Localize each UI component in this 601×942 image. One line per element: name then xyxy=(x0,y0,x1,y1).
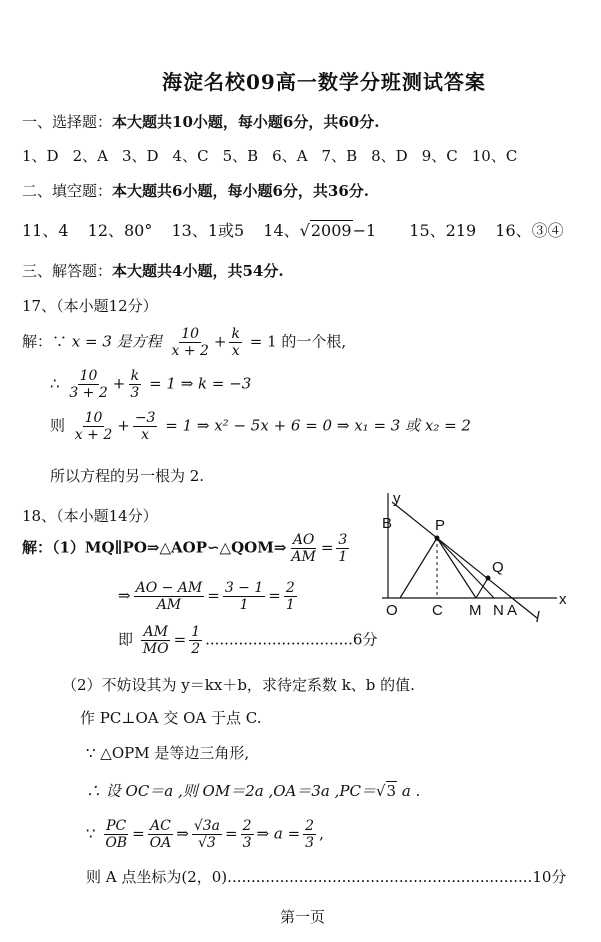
q17-l3-tail: = 1 ⇒ x² − 5x + 6 = 0 ⇒ x₁ = 3 或 x₂ = 2 xyxy=(165,416,471,435)
answer-4: 4、C xyxy=(172,147,209,165)
q18-p9: 则 A 点坐标为(2，0). xyxy=(86,868,232,886)
arrow: ⇒ xyxy=(176,824,189,843)
label-a: A xyxy=(507,602,518,619)
q17-l3-prefix: 则 xyxy=(50,416,66,435)
frac-num: 1 xyxy=(191,624,201,640)
answer-6: 6、A xyxy=(272,147,308,165)
leader-dots: ............................................................... xyxy=(231,868,533,886)
sqrt-value: 2009 xyxy=(310,221,352,240)
frac-den: 1 xyxy=(285,597,295,614)
answer-3: 3、D xyxy=(121,147,159,165)
label-p: P xyxy=(435,517,446,534)
frac-den: 1 xyxy=(338,549,348,566)
fraction xyxy=(241,818,254,851)
equals: = xyxy=(132,824,145,843)
frac-den: x xyxy=(141,427,150,444)
frac-den: 2 xyxy=(191,641,201,658)
arrow-a: ⇒ a = xyxy=(256,824,301,843)
section1-heading: 一、选择题： xyxy=(22,113,113,131)
frac-num: 10 xyxy=(84,410,103,426)
frac-den: 3 + 2 xyxy=(69,385,108,402)
q17-l1-prefix: 解：∵ xyxy=(22,332,68,351)
answer-5: 5、B xyxy=(222,147,259,165)
plus: + xyxy=(112,374,126,393)
q18-part2-line5 xyxy=(86,818,324,851)
section3-desc: 本大题共4小题，共54分. xyxy=(112,262,284,280)
q17-line4: 所以方程的另一根为 2. xyxy=(50,467,205,485)
q17-line2 xyxy=(50,368,251,401)
sqrt-tail: −1 xyxy=(352,221,377,240)
label-m: M xyxy=(469,602,482,619)
segment-pm xyxy=(437,538,476,598)
section3-heading-line xyxy=(22,260,284,281)
answer-15: 15、219 xyxy=(409,221,477,240)
frac-den: 3 xyxy=(242,835,252,852)
frac-num: k xyxy=(231,326,240,342)
frac-num: 3 − 1 xyxy=(224,580,264,596)
score-6: 6分 xyxy=(352,630,378,649)
section3-heading: 三、解答题： xyxy=(22,262,113,280)
q17-l1-tail: = 1 的一个根, xyxy=(249,332,347,351)
answer-7: 7、B xyxy=(321,147,358,165)
frac-den: MO xyxy=(142,641,169,658)
frac-den: x xyxy=(231,343,240,360)
arrow: ⇒ xyxy=(118,586,131,605)
q18-p1-prefix: 解：（1）MQ∥PO⇒△AOP∽△QOM⇒ xyxy=(22,538,287,557)
comma: , xyxy=(319,824,324,843)
answer-12: 12、80° xyxy=(87,221,153,240)
fraction xyxy=(223,580,265,613)
frac-den: 3 xyxy=(305,835,315,852)
answer-1: 1、D xyxy=(22,147,59,165)
section1-desc: 本大题共10小题，每小题6分，共60分. xyxy=(112,113,380,131)
q17-l2-tail: = 1 ⇒ k = −3 xyxy=(149,374,252,393)
segment-op xyxy=(400,538,437,598)
plus: + xyxy=(213,332,227,351)
fraction xyxy=(189,624,202,657)
frac-num: AC xyxy=(150,818,171,834)
q18-p7-a: ∴ 设 OC＝a ,则 OM＝2a ,OA＝3a ,PC＝ xyxy=(86,782,376,800)
section2-desc: 本大题共6小题，每小题6分，共36分. xyxy=(112,182,369,200)
frac-den: 3 xyxy=(130,385,140,402)
q18-part2-line2: 作 PC⊥OA 交 OA 于点 C. xyxy=(80,709,262,727)
fraction xyxy=(169,326,210,359)
q18-part2-line4 xyxy=(86,780,420,801)
equals: = xyxy=(225,824,238,843)
section1-heading-line xyxy=(22,111,379,132)
frac-num: k xyxy=(130,368,140,384)
geometry-diagram xyxy=(372,488,577,633)
fraction xyxy=(128,368,141,401)
frac-num: 3 xyxy=(338,532,348,548)
fraction xyxy=(192,818,222,851)
frac-den: √3 xyxy=(198,835,216,852)
page-footer: 第一页 xyxy=(280,908,326,926)
label-o: O xyxy=(386,602,398,619)
section2-heading-line xyxy=(22,180,369,201)
sqrt-sign: √ xyxy=(375,782,386,800)
frac-den: AM xyxy=(156,597,182,614)
sqrt-value: 3 xyxy=(386,782,397,800)
label-l: l xyxy=(536,609,540,626)
frac-num: PC xyxy=(106,818,127,834)
frac-den: OB xyxy=(105,835,128,852)
answer-14-label: 14、 xyxy=(263,221,300,240)
frac-num: √3a xyxy=(193,818,221,834)
plus: + xyxy=(117,416,130,435)
label-b: B xyxy=(382,515,393,532)
q18-p7-b: a . xyxy=(397,782,421,800)
frac-num: 10 xyxy=(181,326,200,342)
fraction xyxy=(229,326,241,359)
answer-10: 10、C xyxy=(471,147,518,165)
frac-num: 2 xyxy=(242,818,252,834)
q18-part1-line3 xyxy=(118,624,377,657)
frac-den: 1 xyxy=(239,597,249,614)
answer-16: 16、③④ xyxy=(495,221,564,240)
section2-answers xyxy=(22,218,578,241)
equals: = xyxy=(268,586,281,605)
q18-part1-line2 xyxy=(118,580,300,613)
fraction xyxy=(141,624,171,657)
q17-line1 xyxy=(22,326,346,359)
frac-den: AM xyxy=(291,549,316,566)
answer-8: 8、D xyxy=(371,147,408,165)
frac-num: 10 xyxy=(79,368,98,384)
label-c: C xyxy=(432,602,443,619)
equals: = xyxy=(173,630,187,649)
frac-den: x + 2 xyxy=(171,343,209,360)
frac-num: 2 xyxy=(305,818,315,834)
q18-p8-prefix: ∵ xyxy=(86,824,96,843)
frac-num: 2 xyxy=(285,580,295,596)
answer-2: 2、A xyxy=(72,147,108,165)
point-p xyxy=(435,536,440,541)
segment-pn xyxy=(437,538,494,598)
frac-den: x + 2 xyxy=(74,427,113,444)
fraction xyxy=(73,410,114,443)
label-y: y xyxy=(393,490,401,507)
section2-heading: 二、填空题： xyxy=(22,182,113,200)
fraction xyxy=(289,532,317,565)
answer-13: 13、1或5 xyxy=(171,221,245,240)
label-n: N xyxy=(493,602,504,619)
frac-num: AM xyxy=(143,624,168,640)
fraction xyxy=(336,532,349,565)
answer-9: 9、C xyxy=(421,147,458,165)
q17-line3 xyxy=(50,410,471,443)
answer-11: 11、4 xyxy=(22,221,69,240)
frac-num: −3 xyxy=(134,410,156,426)
fraction xyxy=(284,580,297,613)
q18-part2-line3: ∵ △OPM 是等边三角形, xyxy=(86,744,250,762)
frac-num: AO − AM xyxy=(135,580,203,596)
fraction xyxy=(103,818,129,851)
frac-num: AO xyxy=(292,532,315,548)
q18-header: 18、（本小题14分） xyxy=(22,507,158,525)
q17-l1-a: x = 3 是方程 xyxy=(71,332,162,351)
q18-p3-prefix: 即 xyxy=(118,630,134,649)
frac-den: OA xyxy=(149,835,172,852)
point-q xyxy=(486,576,491,581)
equals: = xyxy=(207,586,220,605)
line-l xyxy=(392,502,537,618)
fraction xyxy=(148,818,174,851)
score-10: 10分 xyxy=(532,868,567,886)
q17-l2-prefix: ∴ xyxy=(50,374,60,393)
label-q: Q xyxy=(492,559,504,576)
label-x: x xyxy=(559,591,567,608)
sqrt-sign: √ xyxy=(299,221,310,240)
fraction xyxy=(303,818,316,851)
q18-part2-line1: （2）不妨设其为 y＝kx＋b，求待定系数 k、b 的值. xyxy=(62,676,415,694)
q17-header: 17、（本小题12分） xyxy=(22,297,158,315)
fraction xyxy=(133,410,158,443)
section1-answers xyxy=(22,145,531,166)
q18-part2-line6 xyxy=(86,866,566,887)
page-title: 海淀名校09高一数学分班测试答案 xyxy=(162,70,486,94)
leader-dots: ............................... xyxy=(205,630,353,649)
equals: = xyxy=(320,538,334,557)
fraction xyxy=(67,368,109,401)
fraction xyxy=(134,580,205,613)
q18-part1-line1 xyxy=(22,532,352,565)
